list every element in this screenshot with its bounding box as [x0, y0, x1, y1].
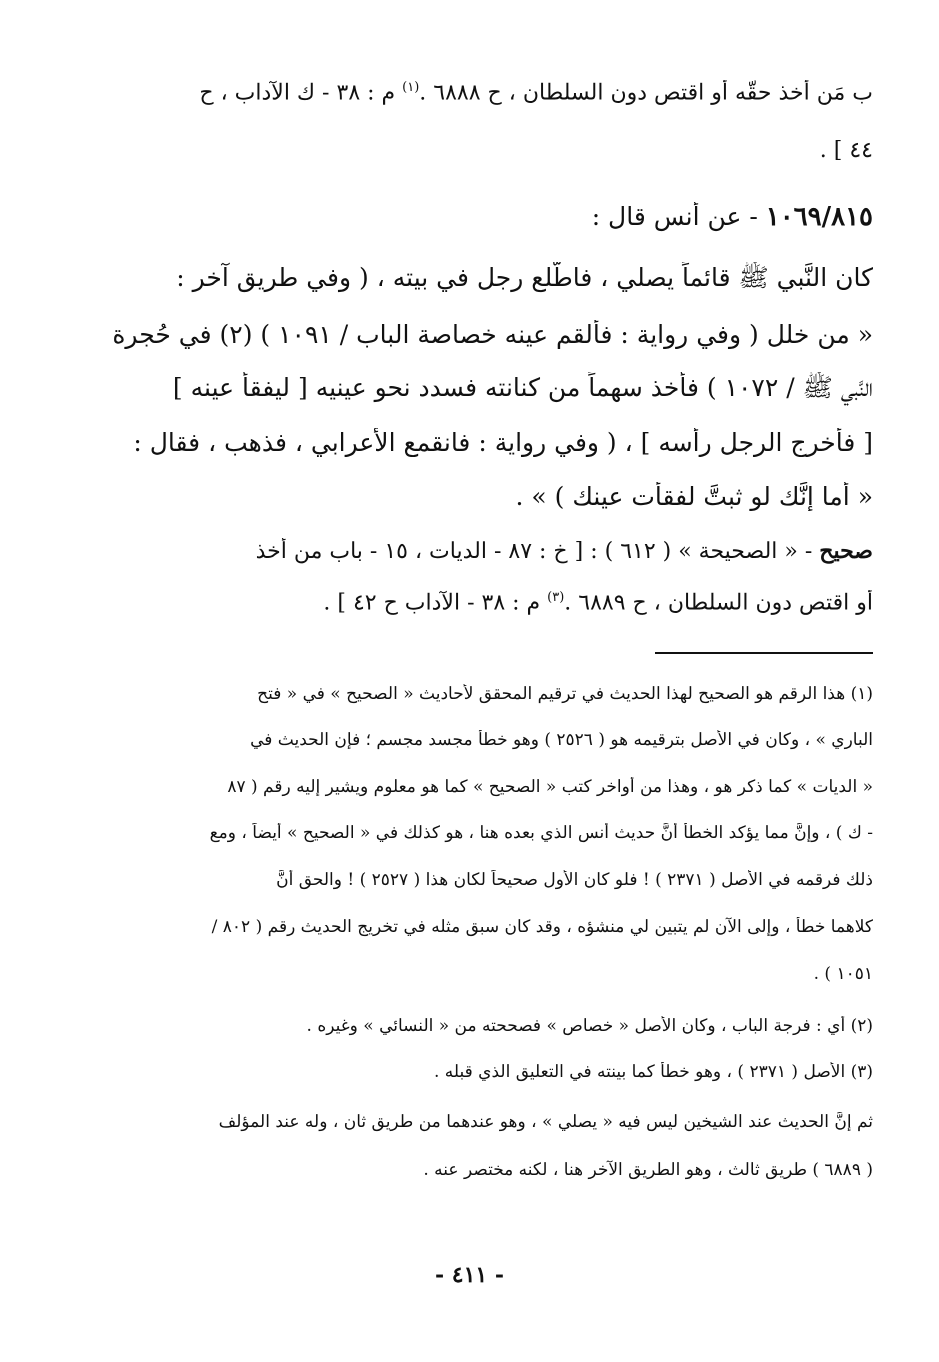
footnote-marker-1: (١)	[402, 80, 420, 95]
footnote-marker-3: (٣)	[547, 590, 565, 605]
hadith-intro: - عن أنس قال :	[591, 202, 766, 231]
hadith-number: ١٠٦٩/٨١٥	[765, 202, 873, 232]
grade-sources-cont: أو اقتص دون السلطان ، ح ٦٨٨٩ .	[564, 590, 873, 616]
footnote-3-cont-line: ( ٦٨٨٩ ) طريق ثالث ، وهو الطريق الآخر هنا ، لكنه مختصر عنه .	[423, 1160, 873, 1180]
hadith-text-line: [ فأخرج الرجل رأسه ] ، ( وفي رواية : فانقمع الأعرابي ، فذهب ، فقال :	[133, 428, 873, 457]
footnote-1-line: كلاهما خطأ ، وإلى الآن لم يتبين لي منشؤه ، وقد كان سبق مثله في تخريج الحديث رقم ( ٨٠٢ /	[211, 917, 873, 937]
footnote-1-line: - ك ) ، وإنَّ مما يؤكد الخطأ أنَّ حديث أنس الذي بعده هنا ، هو كذلك في « الصحيح » أيضاً ، ومع	[209, 823, 873, 843]
footnote-1-line: « الديات » كما ذكر هو ، وهذا من أواخر كتب « الصحيح » كما هو معلوم ويشير إليه رقم ( ٨٧	[227, 777, 873, 797]
hadith-text-line: « من خلل ( وفي رواية : فألقم عينه خصاصة الباب / ١٠٩١ ) (٢) في حُجرة	[112, 320, 873, 349]
top-reference-text-cont: م : ٣٨ - ك الآداب ، ح	[199, 80, 403, 106]
hadith-grading-line-2	[66, 590, 873, 615]
top-reference-text: ب مَن أخذ حقَّه أو اقتص دون السلطان ، ح ٦٨٨٨ .	[419, 80, 873, 106]
hadith-text-line: النَّبي ﷺ / ١٠٧٢ ) فأخذ سهماً من كنانته فسدد نحو عينيه [ ليفقأ عينه ]	[172, 373, 873, 402]
hadith-heading	[66, 202, 873, 232]
hadith-grading-line-1	[66, 538, 873, 564]
footnote-3-cont-line: ثم إنَّ الحديث عند الشيخين ليس فيه « يصلي » ، وهو عندهما من طريق ثان ، وله عند المؤلف	[218, 1112, 873, 1132]
grade-sources-end: م : ٣٨ - الآداب ح ٤٢ ] .	[323, 590, 548, 616]
grade-sources: - « الصحيحة » ( ٦١٢ ) : [ خ : ٨٧ - الديات ، ١٥ - باب من أخذ	[255, 539, 820, 564]
footnote-1-line: ١٠٥١ ) .	[813, 964, 873, 984]
grade-label: صحيح	[819, 538, 873, 564]
footnote-3: (٣) الأصل ( ٢٣٧١ ) ، وهو خطأ كما بينته في التعليق الذي قبله .	[433, 1062, 873, 1082]
footnote-separator	[655, 652, 873, 654]
footnote-1-line: ذلك فرقمه في الأصل ( ٢٣٧١ ) ! فلو كان الأول صحيحاً لكان هذا ( ٢٥٢٧ ) ! والحق أنَّ	[276, 870, 873, 890]
hadith-text-line: كان النَّبي ﷺ قائماً يصلي ، فاطَّلع رجل في بيته ، ( وفي طريق آخر :	[176, 263, 873, 292]
top-reference-line-1	[66, 80, 873, 105]
footnote-1-line: الباري » ، وكان في الأصل بترقيمه هو ( ٢٥٢٦ ) وهو خطأ مجسد مجسم ؛ فإن الحديث في	[250, 730, 873, 750]
hadith-text-line: « أما إنَّك لو ثبتَّ لفقأت عينك ) » .	[515, 482, 873, 511]
page-number: - ٤١١ -	[434, 1262, 505, 1288]
top-reference-line-2: ٤٤ ] .	[819, 138, 873, 163]
footnote-1-line: (١) هذا الرقم هو الصحيح لهذا الحديث في ترقيم المحقق لأحاديث « الصحيح » في « فتح	[257, 684, 873, 704]
footnote-2: (٢) أي : فرجة الباب ، وكان الأصل « خصاص » فصححته من « النسائي » وغيره .	[306, 1016, 873, 1036]
